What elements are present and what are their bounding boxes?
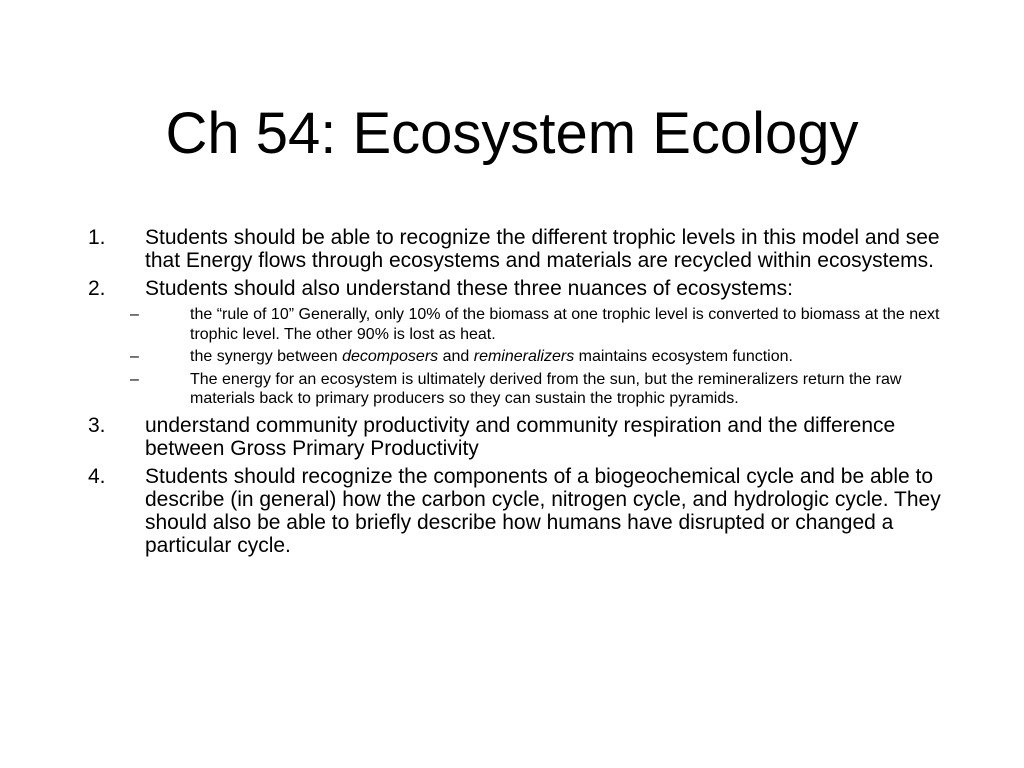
list-number: 3. — [88, 413, 106, 437]
dash-bullet: – — [130, 370, 139, 388]
list-item-1 — [88, 226, 948, 272]
sub-item-text: The energy for an ecosystem is ultimately derived from the sun, but the remineralizers return the raw materials back to primary producers so they can sustain the trophic pyramids. — [190, 370, 902, 407]
sub-list — [130, 305, 948, 409]
emphasis-decomposers: decomposers — [342, 348, 439, 365]
list-item-text: Students should recognize the components of a biogeochemical cycle and be able to describe (in general) how the carbon cycle, nitrogen cycle, and hydrologic cycle. They should also be able to briefly describe how humans have disrupted or changed a particular cycle. — [145, 464, 941, 557]
sub-item-text-end: maintains ecosystem function. — [574, 348, 793, 365]
list-number: 1. — [88, 226, 106, 249]
list-number: 2. — [88, 277, 106, 300]
list-item-4 — [88, 465, 948, 557]
sub-item-text: the “rule of 10” Generally, only 10% of the biomass at one trophic level is converted to biomass at the next trophic level. The other 90% is lost as heat. — [190, 306, 940, 343]
sub-item-text-start: the synergy between — [190, 348, 343, 365]
list-item-3 — [88, 414, 948, 460]
dash-bullet: – — [130, 348, 139, 365]
list-number: 4. — [88, 464, 106, 488]
list-item-text: understand community productivity and community respiration and the difference between Gross Primary Productivity — [145, 413, 896, 460]
slide-title: Ch 54: Ecosystem Ecology — [165, 101, 859, 166]
dash-bullet: – — [130, 306, 139, 323]
emphasis-remineralizers: remineralizers — [473, 348, 575, 365]
list-item-text: Students should be able to recognize the different trophic levels in this model and see that Energy flows through ecosystems and materials are recycled within ecosystems. — [145, 226, 940, 272]
list-item-2 — [88, 277, 948, 409]
slide-body — [88, 226, 948, 562]
sub-item-3 — [88, 370, 948, 409]
sub-item-1 — [88, 305, 948, 344]
sub-item-2 — [88, 347, 948, 367]
list-item-text: Students should also understand these three nuances of ecosystems: — [145, 277, 793, 300]
sub-item-text-mid: and — [438, 348, 474, 365]
